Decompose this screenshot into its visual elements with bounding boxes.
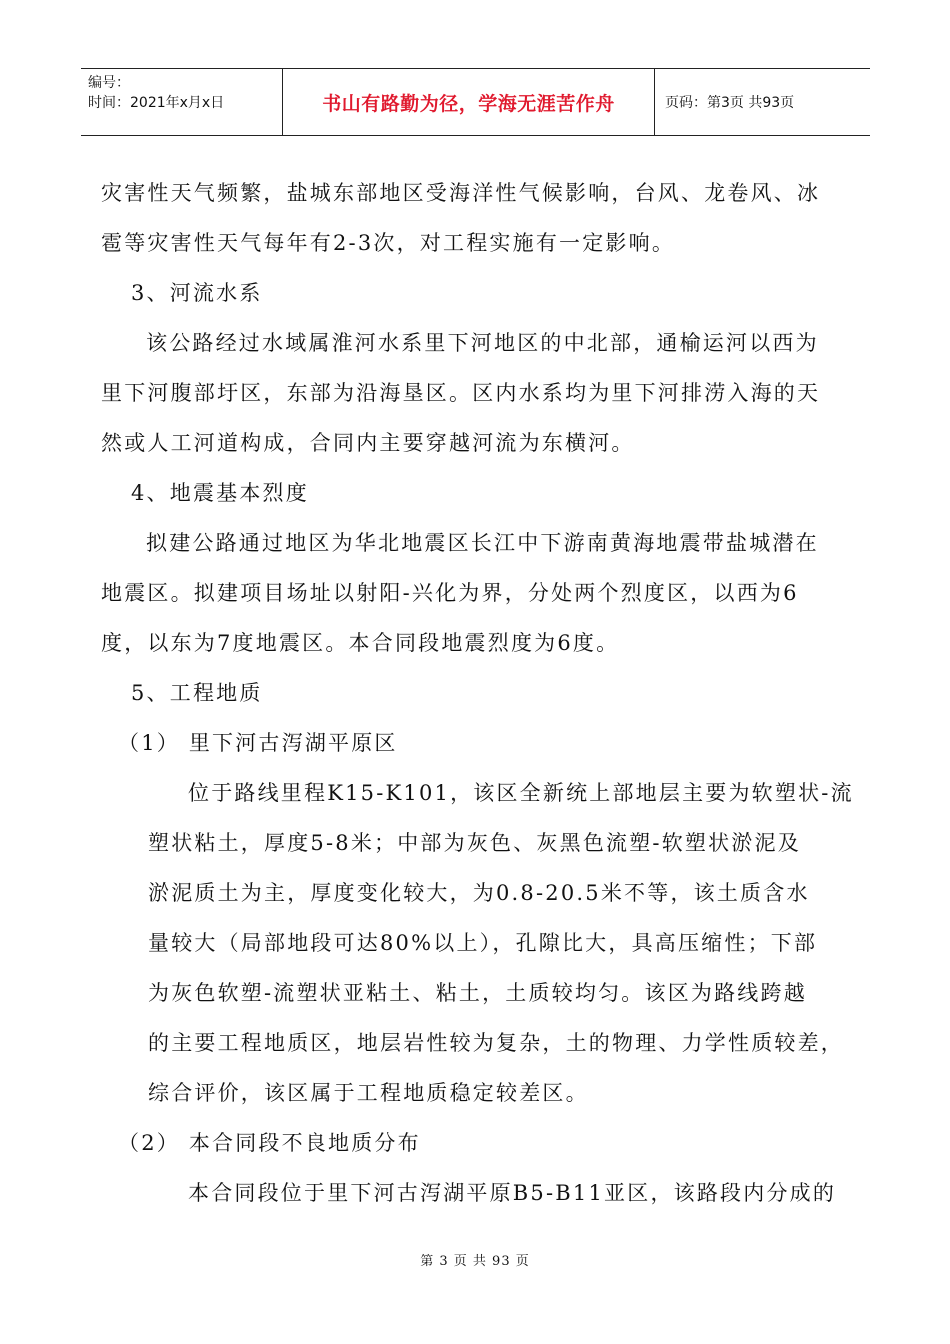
subsection-heading: （1） 里下河古泻湖平原区 bbox=[118, 731, 398, 755]
text-line: 然或人工河道构成，合同内主要穿越河流为东横河。 bbox=[101, 431, 635, 455]
text-line: 为灰色软塑-流塑状亚粘土、粘土，土质较均匀。该区为路线跨越 bbox=[148, 981, 807, 1005]
subsection-heading: （2） 本合同段不良地质分布 bbox=[118, 1131, 421, 1155]
text-line: 该公路经过水域属淮河水系里下河地区的中北部，通榆运河以西为 bbox=[146, 331, 819, 355]
text-line: 雹等灾害性天气每年有2-3次，对工程实施有一定影响。 bbox=[101, 231, 676, 255]
text-line: 位于路线里程K15-K101，该区全新统上部地层主要为软塑状-流 bbox=[188, 781, 854, 805]
section-heading: 5、工程地质 bbox=[131, 681, 263, 705]
text-line: 拟建公路通过地区为华北地震区长江中下游南黄海地震带盐城潜在 bbox=[146, 531, 819, 555]
document-number-label: 编号： bbox=[88, 75, 130, 91]
text-line: 的主要工程地质区，地层岩性较为复杂，土的物理、力学性质较差， bbox=[148, 1031, 844, 1055]
section-heading: 4、地震基本烈度 bbox=[131, 481, 309, 505]
header-meta-cell bbox=[81, 69, 283, 135]
header-page-cell bbox=[655, 69, 870, 135]
header-motto-cell bbox=[283, 69, 655, 135]
text-line: 综合评价，该区属于工程地质稳定较差区。 bbox=[148, 1081, 589, 1105]
section-heading: 3、河流水系 bbox=[131, 281, 263, 305]
text-line: 度，以东为7度地震区。本合同段地震烈度为6度。 bbox=[101, 631, 620, 655]
text-line: 淤泥质土为主，厚度变化较大，为0.8-20.5米不等，该土质含水 bbox=[148, 881, 810, 905]
text-line: 塑状粘土，厚度5-8米；中部为灰色、灰黑色流塑-软塑状淤泥及 bbox=[148, 831, 801, 855]
header-page-info: 页码：第3页 共93页 bbox=[665, 95, 795, 111]
page-header bbox=[81, 68, 870, 136]
text-line: 灾害性天气频繁，盐城东部地区受海洋性气候影响，台风、龙卷风、冰 bbox=[101, 181, 821, 205]
text-line: 里下河腹部圩区，东部为沿海垦区。区内水系均为里下河排涝入海的天 bbox=[101, 381, 821, 405]
text-line: 地震区。拟建项目场址以射阳-兴化为界，分处两个烈度区，以西为6 bbox=[101, 581, 799, 605]
document-time-label: 时间：2021年x月x日 bbox=[88, 95, 225, 111]
text-line: 本合同段位于里下河古泻湖平原B5-B11亚区，该路段内分成的 bbox=[188, 1181, 837, 1205]
header-motto: 书山有路勤为径，学海无涯苦作舟 bbox=[322, 92, 615, 115]
page-footer: 第 3 页 共 93 页 bbox=[420, 1254, 530, 1269]
text-line: 量较大（局部地段可达80%以上），孔隙比大，具高压缩性；下部 bbox=[148, 931, 818, 955]
